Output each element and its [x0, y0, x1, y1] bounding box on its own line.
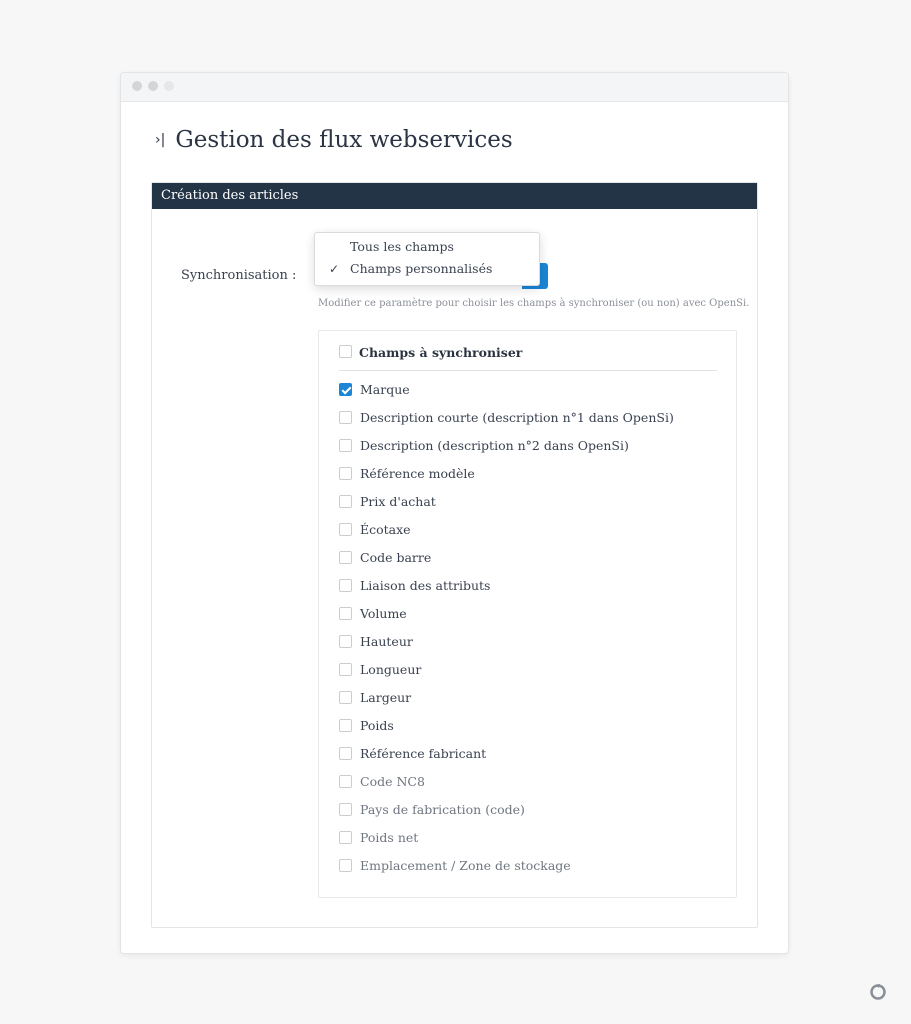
field-label: Poids	[360, 718, 394, 733]
chevron-right-bar-icon: ›|	[155, 132, 166, 148]
field-checkbox[interactable]	[339, 523, 352, 536]
panel-header: Création des articles	[152, 183, 757, 209]
field-label: Emplacement / Zone de stockage	[360, 858, 571, 873]
field-checkbox[interactable]	[339, 495, 352, 508]
dropdown-option-all[interactable]	[315, 236, 539, 258]
field-label: Largeur	[360, 690, 412, 705]
field-checkbox[interactable]	[339, 607, 352, 620]
field-checkbox[interactable]	[339, 467, 352, 480]
field-label: Hauteur	[360, 634, 413, 649]
window-maximize-dot[interactable]	[164, 81, 174, 91]
fields-box	[318, 330, 737, 898]
window-minimize-dot[interactable]	[148, 81, 158, 91]
checkmark-icon: ✓	[329, 262, 340, 276]
dropdown-option-custom[interactable]	[315, 258, 539, 280]
field-checkbox[interactable]	[339, 551, 352, 564]
field-label: Description (description n°2 dans OpenSi)	[360, 438, 629, 453]
field-checkbox[interactable]	[339, 691, 352, 704]
app-window	[120, 72, 789, 954]
field-label: Marque	[360, 382, 410, 397]
field-checkbox[interactable]	[339, 803, 352, 816]
field-label: Liaison des attributs	[360, 578, 491, 593]
page-title-text: Gestion des flux webservices	[175, 127, 513, 153]
field-checkbox[interactable]	[339, 439, 352, 452]
fields-header-label: Champs à synchroniser	[359, 345, 523, 360]
field-checkbox[interactable]	[339, 859, 352, 872]
window-close-dot[interactable]	[132, 81, 142, 91]
dropdown-option-label: Champs personnalisés	[350, 261, 493, 276]
sync-dropdown-menu	[314, 232, 540, 286]
field-label: Description courte (description n°1 dans OpenSi)	[360, 410, 674, 425]
field-checkbox[interactable]	[339, 775, 352, 788]
creation-articles-panel	[151, 182, 758, 928]
field-label: Longueur	[360, 662, 422, 677]
field-checkbox[interactable]	[339, 719, 352, 732]
field-label: Volume	[360, 606, 407, 621]
field-label: Référence fabricant	[360, 746, 487, 761]
field-checkbox[interactable]	[339, 635, 352, 648]
select-all-checkbox[interactable]	[339, 345, 352, 358]
field-checkbox[interactable]	[339, 579, 352, 592]
field-label: Prix d'achat	[360, 494, 436, 509]
field-label: Code barre	[360, 550, 432, 565]
field-checkbox[interactable]	[339, 747, 352, 760]
fields-header	[339, 345, 717, 371]
field-checkbox[interactable]	[339, 383, 352, 396]
window-titlebar	[121, 73, 788, 102]
sync-label: Synchronisation :	[181, 268, 297, 283]
field-label: Pays de fabrication (code)	[360, 802, 525, 817]
sync-help-text: Modifier ce paramètre pour choisir les champs à synchroniser (ou non) avec OpenSi.	[318, 298, 750, 309]
field-checkbox[interactable]	[339, 663, 352, 676]
field-label: Poids net	[360, 830, 419, 845]
field-label: Référence modèle	[360, 466, 475, 481]
field-checkbox[interactable]	[339, 831, 352, 844]
field-label: Écotaxe	[360, 522, 411, 537]
opensi-logo-icon	[868, 981, 888, 1001]
page-title	[155, 127, 513, 153]
field-label: Code NC8	[360, 774, 425, 789]
field-checkbox[interactable]	[339, 411, 352, 424]
dropdown-option-label: Tous les champs	[350, 239, 454, 254]
